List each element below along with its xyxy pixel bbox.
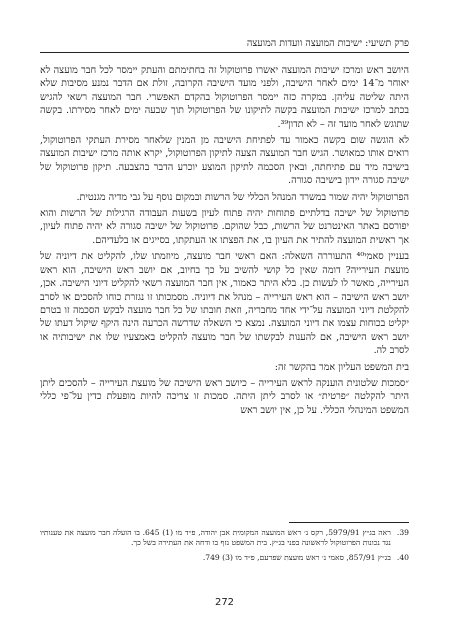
paragraph: פרוטוקול של ישיבה בדלתיים פתוחות יהיה פתוח לעיון בשעות העבודה הרגילות של הרשות והוא יפורסם באתר האינטרנט של הרשות, כבל שהוקם. פרוטוקול של ישיבה סגורה לא יהיה פתוח לעיון, אך ראשית המועצה להתיר את העיון בו, את הפצתו או העתקתו, בסייגים או בלעדיהם.: [40, 208, 409, 246]
footnote-divider: [289, 522, 409, 523]
page-number: 272: [214, 597, 235, 608]
running-title: פרק תשיעי: ישיבות המועצה וועדות המועצה: [246, 38, 409, 49]
block-quote: ״סמכות שלטונית הוענקה לראש העירייה – כיושב ראש הישיבה של מועצת העירייה – להסכים ליתן היתר להקלטה ״פרטית״ או לסרב ליתן היתה. סמכות זו צריכה להיות מופעלת כדין על־פי כללי המשפט המינהלי הכללי. על כן, אין יושב ראש: [40, 377, 409, 416]
paragraph: הפרוטוקול יהיה שמור במשרד המנהל הכללי של הרשות ובמקום נוסף על גבי מדיה מגנטית.: [76, 191, 409, 203]
footnote: [40, 528, 409, 548]
footnote-text: בג״ץ 857/91, סאמי נ׳ ראש מועצת שפרעם, פ״ד מו (3) 749.: [202, 553, 391, 563]
paragraph: היושב ראש ומרכז ישיבות המועצה יאשרו פרוטוקול זה בחתימתם והעתק יימסר לכל חבר מועצה לא יאוחר מ־14 ימים לאחר הישיבה, ולפני מועד הישיבה הקרובה, זולת אם הדבר נמנע מסיבות שלא היתה שליטה עליהן. במקרה כזה יימסר הפרוטוקול בהקדם האפשרי. חבר המועצה רשאי להגיש בכתב למרכז ישיבות המועצה בקשה לתיקונו של הפרוטוקול תוך שבעה ימים לאחר מסירתו. בקשה שתוגש לאחר מועד זה – לא תדון³⁹.: [40, 65, 409, 130]
paragraph: בעניין סאמי⁴⁰ התעוררה השאלה: האם ראשי חבר מועצה, מיוזמתו שלו, להקליט את דיוניה של מועצת העירייה? דומה שאין כל קושי להשיב על כך בחיוב, אם יושב ראש הישיבה, הוא ראש העירייה, מאשר לו לעשות כן. בלא היתר כאמור, אין חבר המועצה רשאי להקליט דיוני הישיבה. אכן, יושב ראש הישיבה – הוא ראש העירייה – מנהל את דיוניה. מסמכותו זו נגזרת כוחו להסכים או לסרב להקלטת דיוני המועצה על־ידי אחד מחבריה, וזאת חובתו של כל חבר מועצה לבקש הסכמה זו בטרם יקליט בכוחות עצמו את דיוני המועצה. נמצא כי השאלה שדרשה הכרעה הינה היקף שיקול דעתו של יושב ראש הישיבה, אם להענות לבקשתו של חבר מועצה להקליט באמצעיו שלו את ישיבותיה או לסרב לה.: [40, 251, 409, 357]
paragraph: בית המשפט העליון אמר בהקשר זה:: [274, 361, 409, 373]
footnote: [40, 553, 409, 563]
footnote-number: 39.: [396, 528, 409, 537]
footnotes: [40, 528, 409, 569]
footnote-text: ראה בג״ץ 5979/91, רקס נ׳ ראש המועצה המקומית אבן יהודה, פ״ד מו (1) 645. בו הועלה חבר מועצה את טענותיו נגד נכונות הפרוטוקול לראשונה בפני בג״ץ. בית המשפט נזף בו ודחה את העתירה בשל כך.: [40, 528, 391, 548]
body-text: [40, 64, 409, 420]
footnote-number: 40.: [396, 553, 409, 563]
running-header: [40, 38, 409, 53]
paragraph: לא הוגשה שום בקשה כאמור עד לפתיחת הישיבה מן המנין שלאחר מסירת העתקי הפרוטוקול, רואים אותו כמאושר. הגיש חבר המועצה הצעה לתיקון הפרוטוקול, יקרא אותה מרכז ישיבות המועצה בישיבה מיד עם פתיחתה, ובאין הסכמה לתיקון המוצע יוכרע הדבר בהצבעה. תיקון פרוטוקול של ישיבה סגורה יידון בישיבה סגורה.: [40, 135, 409, 187]
